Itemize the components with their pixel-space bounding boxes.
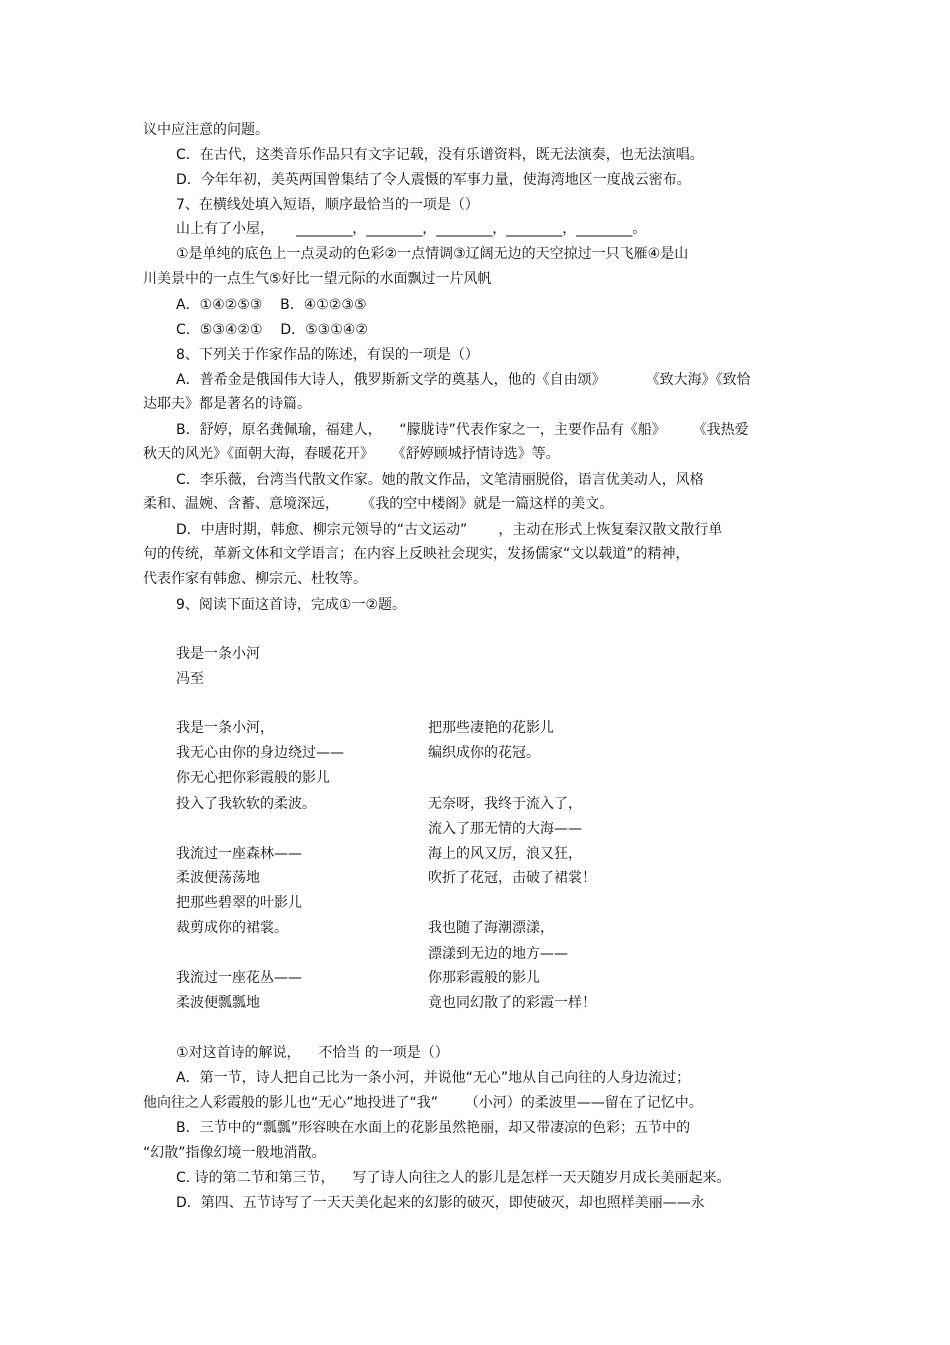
option-line: C．李乐薇，台湾当代散文作家。她的散文作品，文笔清丽脱俗，语言优美动人，风格 [176,472,704,488]
poem-line: 裁剪成你的裙裳。 [176,920,288,936]
poem-line: 投入了我软软的柔波。 [176,796,316,812]
text-line: 他向往之人彩霞般的影儿也“无心”地投进了“我” （小河）的柔波里——留在了记忆中。 [143,1095,703,1111]
poem-line: 我也随了海潮漂漾， [428,920,554,936]
question-8: 8、下列关于作家作品的陈述，有误的一项是（） [176,347,479,363]
option-line: D．第四、五节诗写了一天天美化起来的幻影的破灭，即使破灭，却也照样美丽——永 [176,1195,705,1211]
option-line: A．普希金是俄国伟大诗人，俄罗斯新文学的奠基人，他的《自由颂》 《致大海》《致恰 [176,372,751,388]
poem-line: 流入了那无情的大海—— [428,821,582,837]
text-line: 句的传统，革新文体和文学语言；在内容上反映社会现实，发扬儒家“文以载道”的精神， [143,546,690,562]
text-line: 议中应注意的问题。 [143,122,269,138]
poem-line: 我流过一座花丛—— [176,970,302,986]
poem-line: 漂漾到无边的地方—— [428,946,568,962]
text-line: 川美景中的一点生气⑤好比一望元际的水面飘过一片风帆 [143,271,492,287]
poem-line: 吹折了花冠，击破了裙裳！ [428,870,596,886]
option-line: D．中唐时期，韩愈、柳宗元领导的“古文运动” ，主动在形式上恢复秦汉散文散行单 [176,522,723,538]
text-line: ①是单纯的底色上一点灵动的色彩②一点情调③辽阔无边的天空掠过一只飞雁④是山 [176,246,689,262]
poem-line: 柔波便荡荡地 [176,870,260,886]
poem-line: 无奈呀，我终于流入了， [428,796,582,812]
option-line: D．今年年初，美英两国曾集结了令人震慑的军事力量，使海湾地区一度战云密布。 [176,172,691,188]
poem-line: 把那些碧翠的叶影儿 [176,895,302,911]
text-line: 秋天的风光》《面朝大海，春暖花开》 《舒婷顾城抒情诗选》等。 [143,446,560,462]
text-line: 柔和、温婉、含蓄、意境深远， 《我的空中楼阁》就是一篇这样的美文。 [143,496,614,512]
option-line: B．舒婷，原名龚佩瑜，福建人， “朦胧诗”代表作家之一，主要作品有《船》 《我热爱 [176,422,749,438]
poem-line: 我流过一座森林—— [176,846,302,862]
option-line: A．第一节，诗人把自己比为一条小河，并说他“无心”地从自己向往的人身边流过； [176,1070,691,1086]
sub-question-1: ①对这首诗的解说， 不恰当 的一项是（） [176,1045,449,1061]
poem-author: 冯至 [176,671,204,687]
option-line: A．①④②⑤③ B．④①②③⑤ [176,297,367,313]
text-line: “幻散”指像幻境一般地消散。 [143,1145,326,1161]
option-line: B．三节中的“瓢瓢”形容映在水面上的花影虽然艳丽，却又带凄凉的色彩；五节中的 [176,1120,691,1136]
question-7: 7、在横线处填入短语，顺序最恰当的一项是（） [176,197,479,213]
poem-line: 把那些凄艳的花影儿 [428,720,554,736]
poem-line: 你那彩霞般的影儿 [428,970,540,986]
text-line: 代表作家有韩愈、柳宗元、杜牧等。 [143,571,367,587]
poem-line: 编织成你的花冠。 [428,745,540,761]
poem-line: 海上的风又厉，浪又狂， [428,846,582,862]
question-9: 9、阅读下面这首诗，完成①一②题。 [176,597,407,613]
poem-line: 我无心由你的身边绕过—— [176,745,344,761]
poem-line: 竟也同幻散了的彩霞一样！ [428,995,596,1011]
text-line: 达耶夫》都是著名的诗篇。 [143,396,311,412]
poem-line: 柔波便瓢瓢地 [176,995,260,1011]
option-line: C．在古代，这类音乐作品只有文字记载，没有乐谱资料，既无法演奏，也无法演唱。 [176,147,704,163]
option-line: C．⑤③④②① D．⑤③①④② [176,322,368,338]
poem-title: 我是一条小河 [176,646,260,662]
option-line: C. 诗的第二节和第三节， 写了诗人向往之人的影儿是怎样一天天随岁月成长美丽起来。 [176,1170,731,1186]
poem-line: 我是一条小河， [176,720,274,736]
fill-blank-line: 山上有了小屋， ________，________，________，________，________。 [176,221,647,237]
poem-line: 你无心把你彩霞般的影儿 [176,770,330,786]
